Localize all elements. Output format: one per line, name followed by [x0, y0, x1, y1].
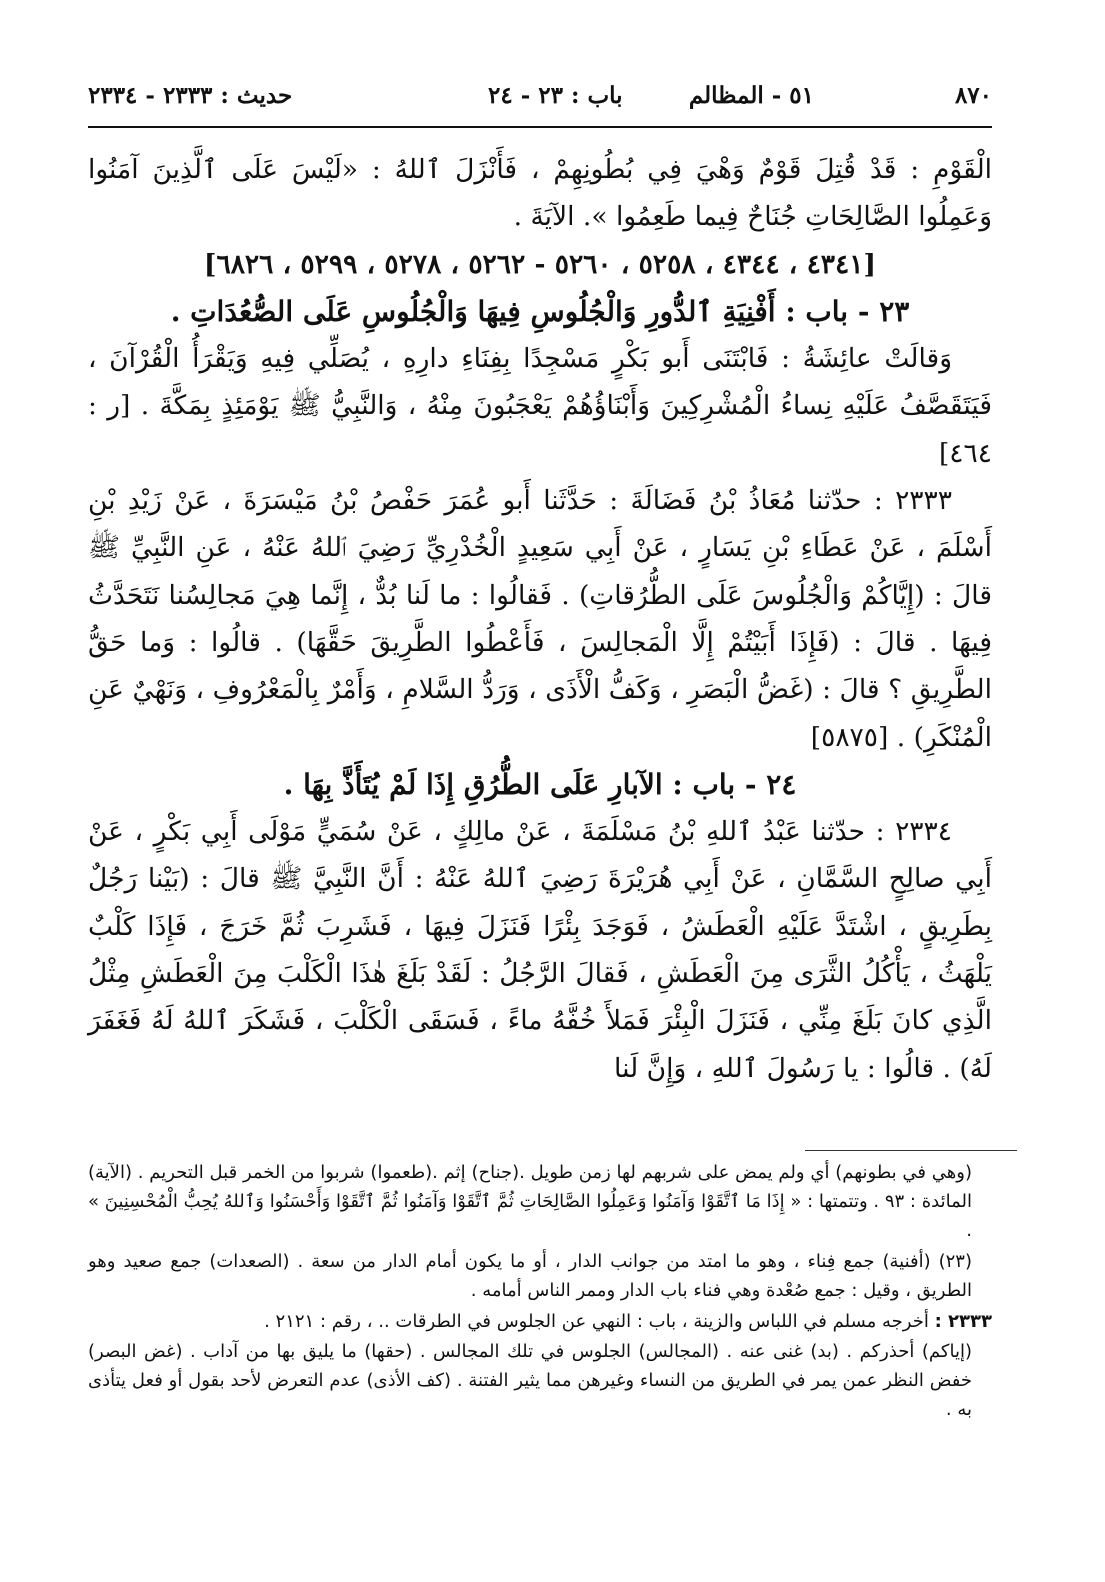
book-title: ٥١ - المظالم	[688, 82, 814, 109]
page-number: ٨٧٠	[954, 82, 992, 109]
header-rule	[88, 126, 992, 128]
cross-references: [٤٣٤١ ، ٤٣٤٤ ، ٥٢٥٨ ، ٥٢٦٠ - ٥٢٦٢ ، ٥٢٧٨ ، ٥٢٩٩ ، ٦٨٢٦]	[203, 248, 877, 280]
running-header	[88, 76, 992, 116]
hadith-2333: ٢٣٣٣ : حدّثنا مُعَاذُ بْنُ فَضَالَةَ : حَدَّثَنا أَبو عُمَرَ حَفْصُ بْنُ مَيْسَرَةَ ، عَنْ زَيْدِ بْنِ أَسْلَمَ ، عَنْ عَطَاءِ بْنِ يَسَارٍ ، عَنْ أَبِي سَعِيدٍ الْخُدْرِيِّ رَضِيَ ٱللهُ عَنْهُ ، عَنِ النَّبِيِّ ﷺ قالَ : (إِيَّاكُمْ وَالْجُلُوسَ عَلَى الطُّرُقاتِ) . فَقالُوا : ما لَنا بُدٌّ ، إِنَّما هِيَ مَجالِسُنا نَتَحَدَّثُ فِيهَا . قالَ : (فَإِذَا أَبَيْتُمْ إِلَّا الْمَجالِسَ ، فَأَعْطُوا الطَّرِيقَ حَقَّهَا) . قالُوا : وَما حَقُّ الطَّرِيقِ ؟ قالَ : (غَضُّ الْبَصَرِ ، وَكَفُّ الْأَذَى ، وَرَدُّ السَّلامِ ، وَأَمْرٌ بِالْمَعْرُوفِ ، وَنَهْيٌ عَنِ الْمُنْكَرِ) . [٥٨٧٥]	[88, 485, 992, 753]
footnote-3	[88, 1308, 992, 1337]
footnote-3-number: ٢٣٣٣ :	[934, 1310, 992, 1332]
chapter-range: باب : ٢٣ - ٢٤	[488, 82, 623, 109]
footnote-rule	[805, 1150, 1017, 1151]
hadith-2334: ٢٣٣٤ : حدّثنا عَبْدُ ٱللهِ بْنُ مَسْلَمَةَ ، عَنْ مالِكٍ ، عَنْ سُمَيٍّ مَوْلَى أَبِي بَكْرٍ ، عَنْ أَبِي صالِحٍ السَّمَّانِ ، عَنْ أَبِي هُرَيْرَةَ رَضِيَ ٱللهُ عَنْهُ : أَنَّ النَّبِيَّ ﷺ قالَ : (بَيْنا رَجُلٌ بِطَرِيقٍ ، اشْتَدَّ عَلَيْهِ الْعَطَشُ ، فَوَجَدَ بِئْرًا فَنَزَلَ فِيهَا ، فَشَرِبَ ثُمَّ خَرَجَ ، فَإِذَا كَلْبٌ يَلْهَثُ ، يَأْكُلُ الثَّرَى مِنَ الْعَطَشِ ، فَقالَ الرَّجُلُ : لَقَدْ بَلَغَ هٰذَا الْكَلْبَ مِنَ الْعَطَشِ مِثْلُ الَّذِي كانَ بَلَغَ مِنِّي ، فَنَزَلَ الْبِئْرَ فَمَلأَ خُفَّهُ ماءً ، فَسَقَى الْكَلْبَ ، فَشَكَرَ ٱللهُ لَهُ فَغَفَرَ لَهُ) . قالُوا : يا رَسُولَ ٱللهِ ، وَإِنَّ لَنا	[88, 816, 992, 1084]
footnote-3-text: أخرجه مسلم في اللباس والزينة ، باب : النهي عن الجلوس في الطرقات .. ، رقم : ٢١٢١ .	[264, 1310, 929, 1332]
chapter-heading-23: ٢٣ - باب : أَفْنِيَةِ ٱلدُّورِ وَالْجُلُوسِ فِيهَا وَالْجُلُوسِ عَلَى الصُّعُدَاتِ .	[170, 294, 910, 328]
paragraph-aisha: وَقالَتْ عائِشَةُ : فَابْتَنَى أَبو بَكْرٍ مَسْجِدًا بِفِنَاءِ دارِهِ ، يُصَلِّي فِيهِ وَيَقْرَأُ الْقُرْآنَ ، فَيَتَقَصَّفُ عَلَيْهِ نِساءُ الْمُشْرِكِينَ وَأَبْنَاؤُهُمْ يَعْجَبُونَ مِنْهُ ، وَالنَّبِيُّ ﷺ يَوْمَئِذٍ بِمَكَّةَ . [ر : ٤٦٤]	[88, 343, 992, 469]
hadith-range: حديث : ٢٣٣٣ - ٢٣٣٤	[88, 82, 293, 109]
footnote-2: (٢٣) (أفنية) جمع فِناء ، وهو ما امتد من جوانب الدار ، أو ما يكون أمام الدار من سعة . (الصعدات) جمع صعيد وهو الطريق ، وقيل : جمع صُعْدة وهي فناء باب الدار وممر الناس أمامه .	[88, 1250, 972, 1301]
footnote-4: (إياكم) أحذركم . (بد) غنى عنه . (المجالس) الجلوس في تلك المجالس . (حقها) ما يليق بها من آداب . (غض البصر) خفض النظر عمن يمر في الطريق من النساء وغيرهن مما يثير الفتنة . (كف الأذى) عدم التعرض لأحد بقول أو فعل يتأذى به .	[88, 1341, 972, 1421]
paragraph-continuation: الْقَوْمِ : قَدْ قُتِلَ قَوْمٌ وَهْيَ فِي بُطُونِهِمْ ، فَأَنْزَلَ ٱللهُ : «لَيْسَ عَلَى ٱلَّذِينَ آمَنُوا وَعَمِلُوا الصَّالِحَاتِ جُنَاحٌ فِيما طَعِمُوا ». الآيَةَ .	[88, 154, 992, 233]
chapter-heading-24: ٢٤ - باب : الآبارِ عَلَى الطُّرُقِ إِذَا لَمْ يُتَأَذَّ بِهَا .	[283, 767, 797, 801]
footnotes	[88, 1159, 992, 1427]
main-text	[88, 146, 992, 1092]
footnote-1: (وهي في بطونهم) أي ولم يمض على شربهم لها زمن طويل .(جناح) إثم .(طعموا) شربوا من الخمر قبل التحريم . (الآية) المائدة : ٩٣ . وتتمتها : « إِذَا مَا ٱتَّقَوْا وَآمَنُوا وَعَمِلُوا الصَّالِحَاتِ ثُمَّ ٱتَّقَوْا وَآمَنُوا ثُمَّ ٱتَّقَوْا وَأَحْسَنُوا وَٱللهُ يُحِبُّ الْمُحْسِنِينَ » .	[88, 1162, 972, 1241]
